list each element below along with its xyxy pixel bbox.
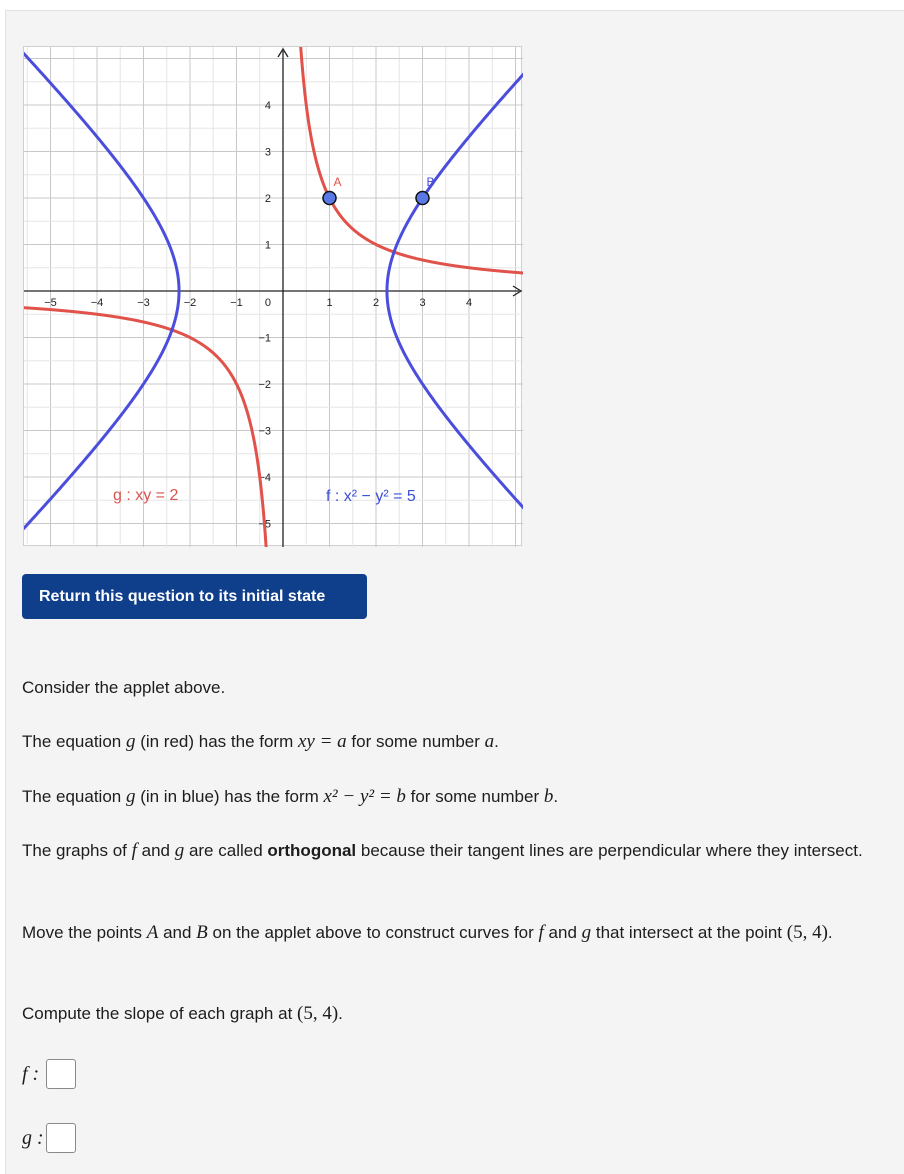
f-answer-label: f :	[22, 1062, 40, 1085]
compute-slope-text: Compute the slope of each graph at (5, 4).	[22, 1003, 343, 1024]
y-tick-label: 1	[264, 239, 271, 252]
red-equation-text: The equation g (in red) has the form xy = a for some number a.	[22, 731, 499, 752]
geogebra-applet[interactable]	[23, 46, 522, 546]
instruction-text: Move the points A and B on the applet above to construct curves for f and g that intersect at the point (5, 4).	[22, 922, 833, 943]
f-answer-row	[22, 1058, 76, 1090]
y-tick-label: −3	[258, 425, 271, 438]
g-slope-input[interactable]	[46, 1123, 76, 1153]
point-b[interactable]	[416, 192, 429, 205]
g-curve-branch-right	[300, 47, 523, 273]
g-answer-row	[22, 1122, 76, 1154]
y-tick-label: −1	[258, 332, 271, 345]
f-equation-label: f : x² − y² = 5	[326, 488, 416, 505]
point-a[interactable]	[323, 192, 336, 205]
reset-question-button[interactable]: Return this question to its initial state	[22, 574, 367, 619]
y-tick-label: −2	[258, 379, 271, 391]
g-equation-label: g : xy = 2	[113, 487, 179, 504]
x-tick-label: 4	[465, 297, 473, 309]
g-curve-branch-left	[24, 307, 266, 547]
x-tick-label: −3	[137, 297, 150, 309]
x-tick-label: −2	[183, 297, 197, 309]
x-tick-label: −4	[90, 297, 104, 309]
f-curve-branch-right	[387, 47, 523, 547]
point-a-label: A	[333, 175, 342, 189]
g-answer-label: g :	[22, 1126, 44, 1149]
x-tick-label: 3	[419, 297, 426, 309]
y-tick-label: 0	[264, 297, 271, 309]
graph-canvas[interactable]	[24, 47, 523, 547]
x-tick-label: 1	[326, 297, 333, 309]
y-tick-label: −4	[258, 472, 271, 484]
blue-equation-text: The equation g (in in blue) has the form x² − y² = b for some number b.	[22, 786, 559, 807]
x-tick-label: −5	[44, 297, 57, 309]
y-tick-label: 3	[264, 146, 271, 159]
point-b-label: B	[426, 175, 435, 189]
f-slope-input[interactable]	[46, 1059, 76, 1089]
x-tick-label: 2	[372, 297, 380, 309]
intro-text: Consider the applet above.	[22, 678, 226, 697]
y-tick-label: 2	[264, 193, 271, 205]
orthogonal-definition-text: The graphs of f and g are called orthogonal because their tangent lines are perpendicular where they intersect.	[22, 840, 863, 861]
y-tick-label: −5	[258, 518, 271, 531]
y-tick-label: 4	[264, 100, 271, 112]
x-tick-label: −1	[230, 297, 243, 309]
